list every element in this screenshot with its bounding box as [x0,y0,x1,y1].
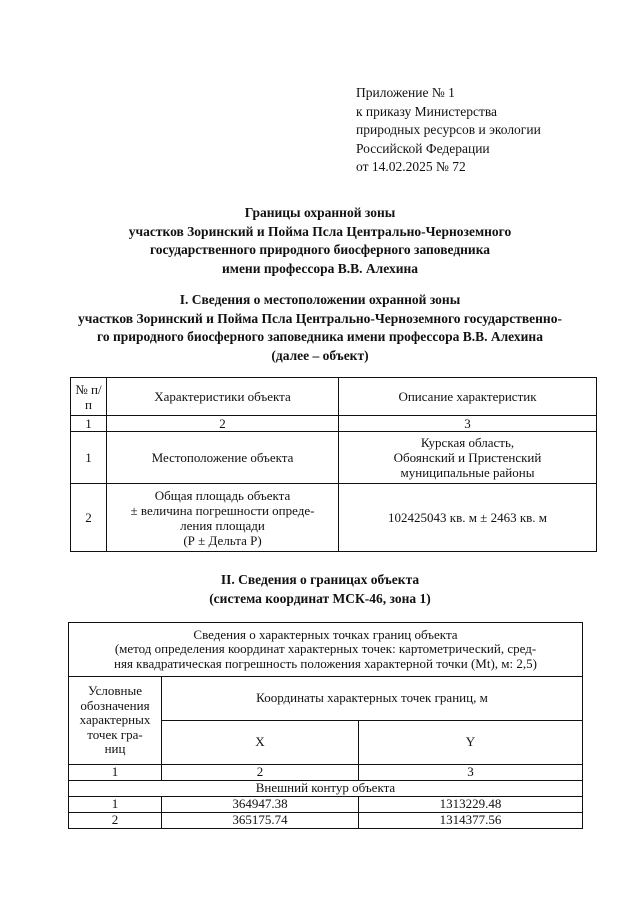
section-2-line: (система координат МСК-46, зона 1) [209,590,431,606]
table-row [69,797,583,813]
section-1-line: го природного биосферного заповедника имени профессора В.В. Алехина [97,329,543,344]
characteristic-line: ± величина погрешности опреде- [130,502,315,518]
header-characteristics: Характеристики объекта [107,378,339,416]
appendix-line: от 14.02.2025 № 72 [356,159,466,174]
row-description: 102425043 кв. м ± 2463 кв. м [339,484,597,552]
point-y: 1313229.48 [359,797,583,813]
description-line: Обоянский и Пристенский [393,450,542,465]
table-row [69,813,583,829]
point-id: 2 [69,813,162,829]
point-x: 364947.38 [162,797,359,813]
header-line: ниц [104,741,126,757]
header-x: X [162,721,359,765]
section-1-line: I. Сведения о местоположении охранной зоны [179,292,461,307]
section-1-line: (далее – объект) [271,347,369,363]
section-2-line: II. Сведения о границах объекта [220,572,420,587]
header-description: Описание характеристик [339,378,597,416]
header-line: Условные [88,683,142,699]
title-line: Границы охранной зоны [244,205,396,220]
description-line: муниципальные районы [400,465,535,480]
row-characteristic [107,484,339,552]
title-line: государственного природного биосферного заповедника [149,242,491,257]
header-point-designation [69,677,162,765]
header-number: № п/п [71,378,107,416]
header-coordinates: Координаты характерных точек границ, м [162,677,583,721]
characteristic-line: (Р ± Дельта Р) [183,532,262,548]
appendix-line: к приказу Министерства [356,103,498,119]
document-title [0,204,640,278]
header-y: Y [359,721,583,765]
caption-line: Сведения о характерных точках границ объекта [193,626,458,642]
characteristic-line: ления площади [180,517,265,533]
header-line: обозначения [80,697,150,713]
description-line: Курская область, [420,435,515,450]
column-number: 3 [359,765,583,781]
point-x: 365175.74 [162,813,359,829]
header-line: точек гра- [87,726,143,742]
row-characteristic: Местоположение объекта [107,432,339,484]
title-line: имени профессора В.В. Алехина [221,260,419,276]
object-characteristics-table [70,377,597,552]
characteristic-line: Общая площадь объекта [154,487,291,503]
appendix-block [356,84,541,177]
row-number: 1 [71,432,107,484]
appendix-line: Приложение № 1 [356,85,455,100]
caption-line: няя квадратическая погрешность положения характерной точки (Mt), м: 2,5) [114,655,537,671]
column-number: 1 [71,416,107,432]
title-line: участков Зоринский и Пойма Псла Центрально-Черноземного [128,223,512,239]
caption-line: (метод определения координат характерных точек: картометрический, сред- [114,641,537,657]
header-line: характерных [79,712,151,728]
point-id: 1 [69,797,162,813]
column-number: 2 [162,765,359,781]
column-number: 2 [107,416,339,432]
table-row [71,432,597,484]
section-1-line: участков Зоринский и Пойма Псла Центрально-Черноземного государственно- [78,310,562,326]
section-1-heading [0,291,640,365]
table-row [71,484,597,552]
row-number: 2 [71,484,107,552]
point-y: 1314377.56 [359,813,583,829]
appendix-line: природных ресурсов и экологии [356,122,541,137]
appendix-line: Российской Федерации [356,140,490,156]
boundary-points-table [68,622,583,829]
contour-label: Внешний контур объекта [69,781,583,797]
section-2-heading [0,571,640,608]
column-number: 3 [339,416,597,432]
row-description [339,432,597,484]
table-caption [69,623,583,677]
column-number: 1 [69,765,162,781]
